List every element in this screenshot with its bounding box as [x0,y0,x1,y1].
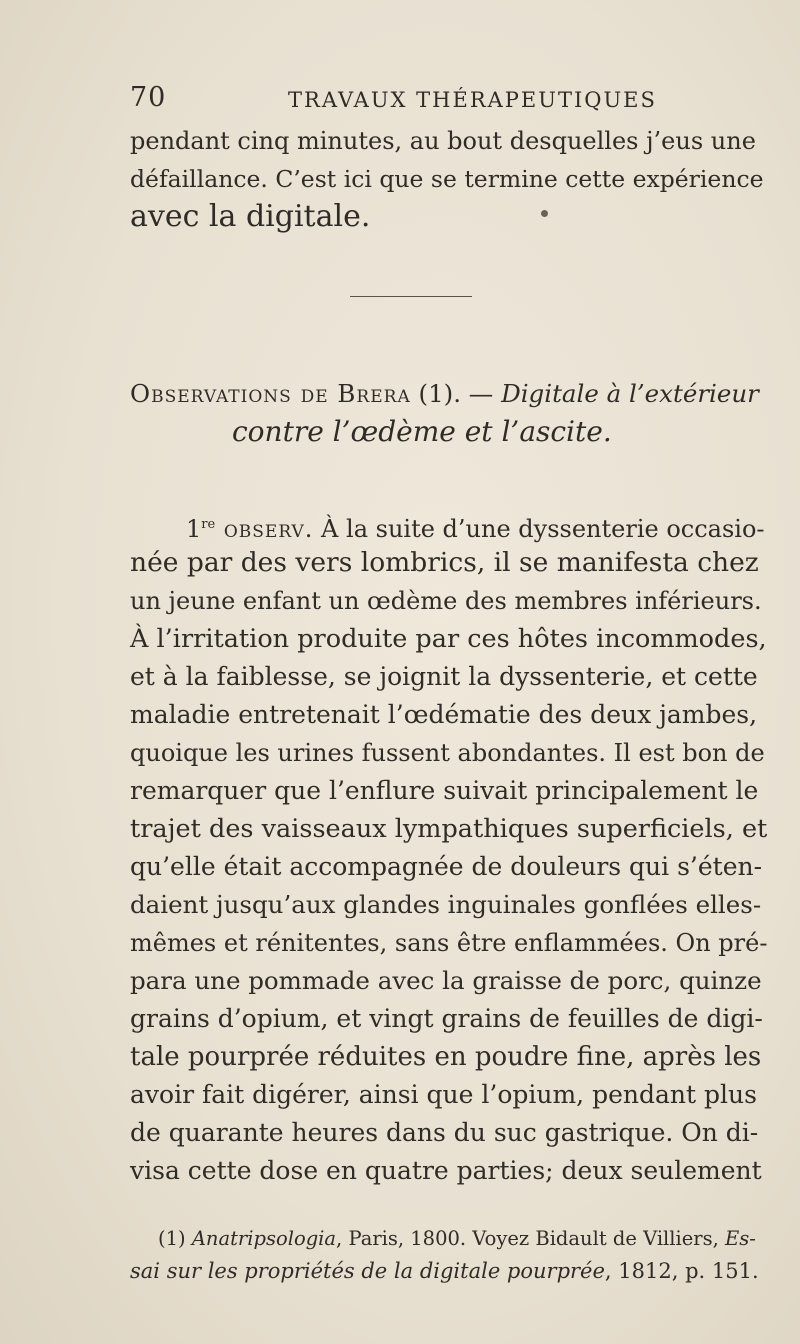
observation-text: À la suite d’une dyssenterie occasio- [313,515,765,543]
observation-first-line [186,506,765,548]
observation-line: daient jusqu’aux glandes inguinales gonflées elles- [130,890,762,919]
intro-line: pendant cinq minutes, au bout desquelles j’eus une [130,127,756,155]
observation-line: visa cette dose en quatre parties; deux seulement [130,1156,762,1185]
observation-number: 1 [186,515,202,543]
observation-line: née par des vers lombrics, il se manifesta chez [130,547,759,578]
section-title-italic: Digitale à l’extérieur [501,379,759,408]
footnote-marker: (1) [158,1227,192,1250]
observation-label: observ. [215,515,314,543]
section-divider [350,296,472,297]
section-title-smallcaps: Observations de Brera [130,379,411,408]
running-head: TRAVAUX THÉRAPEUTIQUES [288,88,657,112]
observation-line: qu’elle était accompagnée de douleurs qui s’éten- [130,852,763,881]
observation-line: tale pourprée réduites en poudre fine, après les [130,1042,762,1072]
footnote-title: Anatripsologia [191,1227,337,1250]
footnote-line-2 [130,1256,759,1286]
observation-line: avoir fait digérer, ainsi que l’opium, pendant plus [130,1080,757,1109]
observation-line: quoique les urines fussent abondantes. Il est bon de [130,739,765,767]
section-title-ref: (1). — [410,379,502,408]
footnote-essai-title: sai sur les propriétés de la digitale pourprée [130,1259,605,1283]
observation-line: grains d’opium, et vingt grains de feuilles de digi- [130,1004,763,1033]
footnote-essai: Es- [725,1227,756,1250]
intro-line: défaillance. C’est ici que se termine cette expérience [130,165,764,193]
observation-line: de quarante heures dans du suc gastrique. On di- [130,1118,759,1147]
observation-line: et à la faiblesse, se joignit la dyssenterie, et cette [130,662,758,691]
section-title-line-2: contre l’œdème et l’ascite. [232,415,612,448]
observation-line: maladie entretenait l’œdématie des deux jambes, [130,700,758,729]
observation-line: À l’irritation produite par ces hôtes incommodes, [130,624,767,654]
page-number: 70 [130,82,167,113]
observation-line: un jeune enfant un œdème des membres inférieurs. [130,587,762,615]
page-header [130,82,690,112]
footnote-citation: , 1812, p. 151. [604,1259,759,1283]
observation-ordinal: re [201,517,216,532]
ink-spot [541,210,548,217]
footnote-text: , Paris, 1800. Voyez Bidault de Villiers, [336,1227,726,1250]
observation-line: mêmes et rénitentes, sans être enflammées. On pré- [130,929,768,957]
footnote-line-1 [158,1224,756,1254]
section-title-line-1 [130,375,759,413]
observation-line: remarquer que l’enflure suivait principalement le [130,776,759,805]
observation-line: para une pommade avec la graisse de porc, quinze [130,966,762,995]
intro-line: avec la digitale. [130,199,371,234]
observation-line: trajet des vaisseaux lympathiques superficiels, et [130,814,768,844]
